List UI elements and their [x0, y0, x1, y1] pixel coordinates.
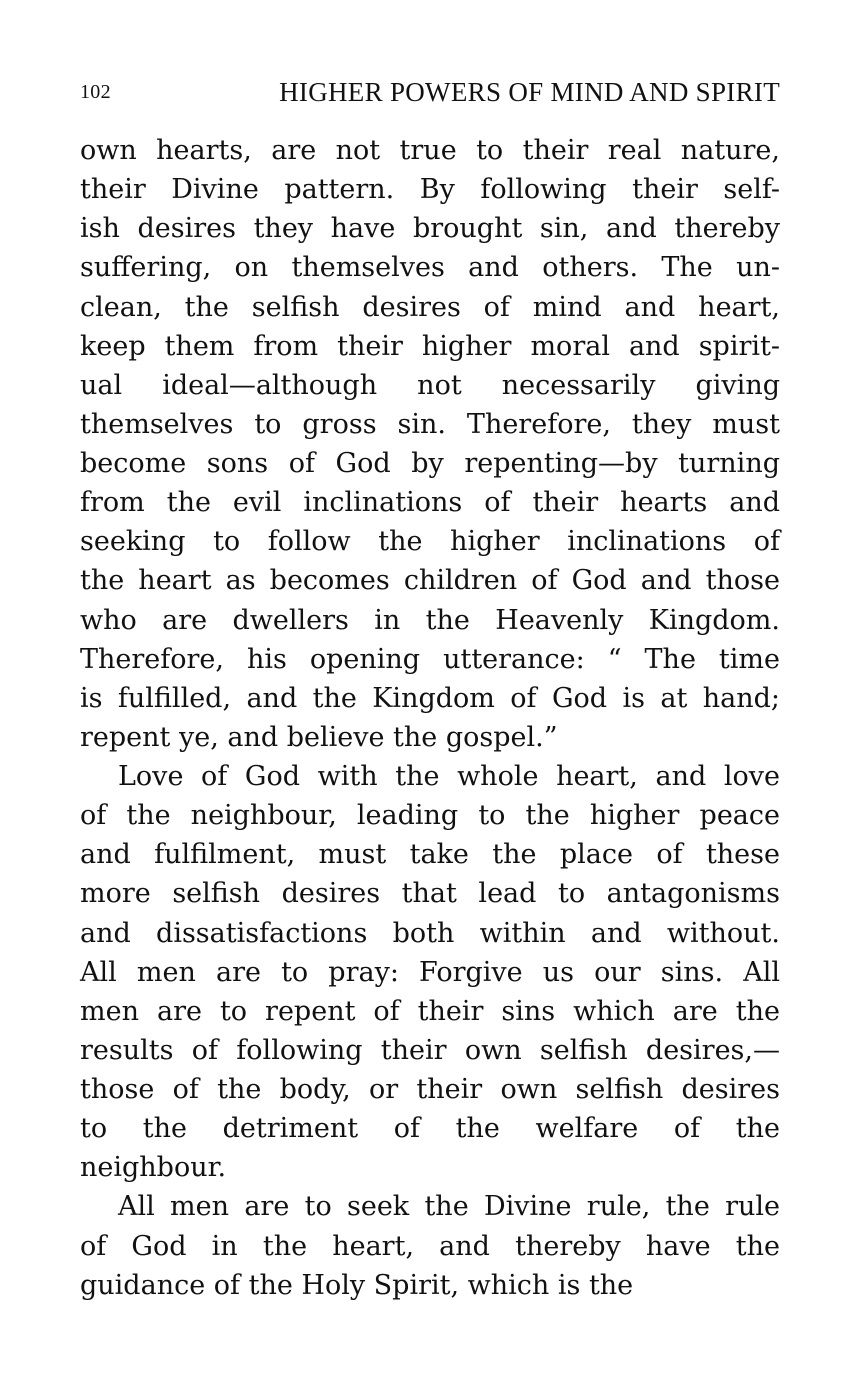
text-line: own hearts, are not true to their real nature, — [80, 135, 780, 166]
page-body — [80, 131, 780, 1305]
text-line: those of the body, or their own selfish desires — [80, 1074, 780, 1105]
page-number: 102 — [80, 81, 111, 103]
text-line: more selfish desires that lead to antagonisms — [80, 878, 780, 910]
running-header — [80, 72, 780, 112]
text-line: repent ye, and believe the gospel.” — [80, 721, 558, 753]
text-line: who are dwellers in the Heavenly Kingdom. — [80, 604, 780, 636]
text-line: ish desires they have brought sin, and thereby — [80, 213, 780, 245]
text-line: Therefore, his opening utterance: “ The time — [80, 643, 780, 675]
text-line: suffering, on themselves and others. The un- — [80, 252, 780, 284]
text-line: of God in the heart, and thereby have the — [80, 1230, 780, 1262]
text-line: keep them from their higher moral and spirit- — [80, 330, 780, 362]
text-line: Love of God with the whole heart, and love — [118, 761, 780, 792]
paragraph — [80, 1187, 780, 1304]
text-line: guidance of the Holy Spirit, which is the — [80, 1269, 634, 1301]
text-line: to the detriment of the welfare of the — [80, 1113, 780, 1145]
text-line: themselves to gross sin. Therefore, they must — [80, 408, 780, 440]
text-line: the heart as becomes children of God and those — [80, 565, 780, 597]
paragraph — [80, 757, 780, 1187]
text-line: results of following their own selfish desires,— — [80, 1034, 780, 1066]
text-line: become sons of God by repenting—by turning — [80, 448, 780, 479]
text-line: clean, the selfish desires of mind and heart, — [80, 291, 780, 323]
text-line: of the neighbour, leading to the higher peace — [80, 800, 780, 832]
running-title: HIGHER POWERS OF MIND AND SPIRIT — [279, 77, 780, 107]
text-line: seeking to follow the higher inclinations of — [80, 526, 780, 558]
paragraph — [80, 131, 780, 757]
text-line: neighbour. — [80, 1152, 227, 1184]
text-line: is fulfilled, and the Kingdom of God is at hand; — [80, 682, 780, 714]
text-line: ual ideal—although not necessarily giving — [80, 369, 780, 401]
text-line: All men are to seek the Divine rule, the rule — [118, 1191, 780, 1223]
text-line: their Divine pattern. By following their self- — [80, 174, 780, 206]
text-line: from the evil inclinations of their hearts and — [80, 487, 780, 519]
text-line: men are to repent of their sins which are the — [80, 995, 780, 1027]
text-line: and dissatisfactions both within and without. — [80, 917, 780, 949]
text-line: All men are to pray: Forgive us our sins. All — [80, 956, 780, 988]
text-line: and fulfilment, must take the place of these — [80, 839, 780, 871]
